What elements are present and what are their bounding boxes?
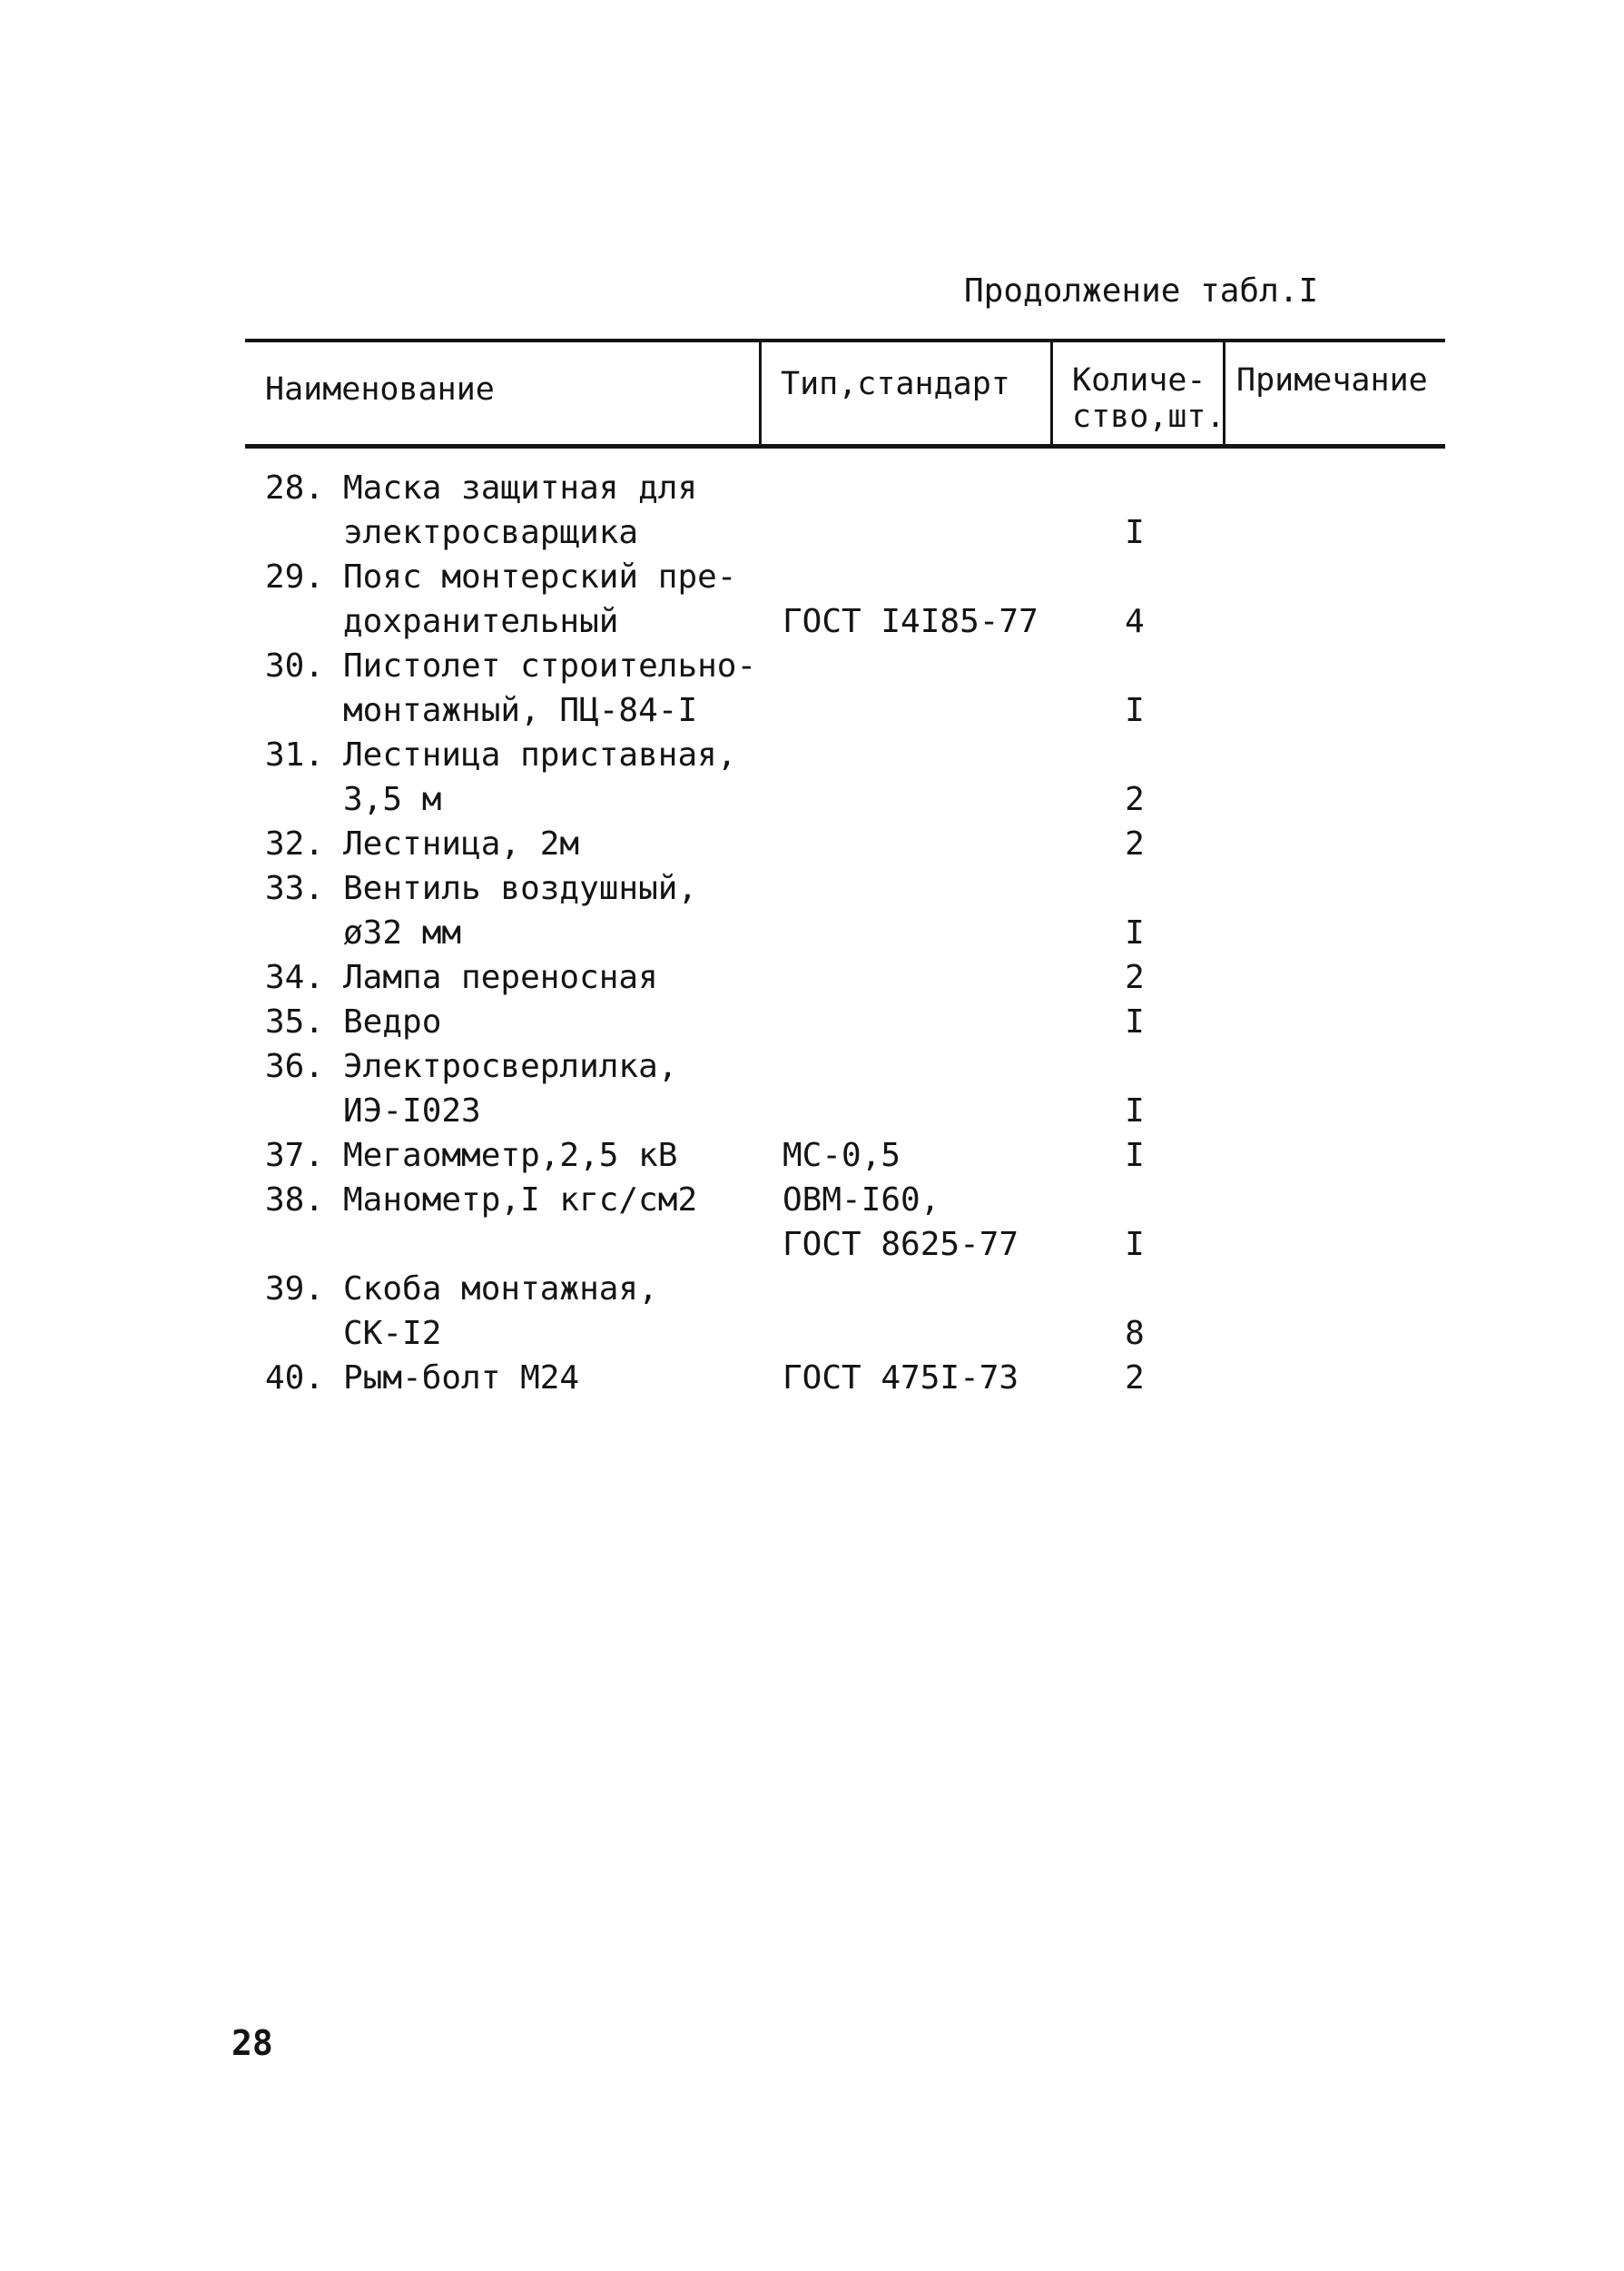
row-number: 40. [265, 1359, 325, 1397]
row-name: Лестница приставная, [343, 736, 737, 774]
row-name: Вентиль воздушный, [343, 870, 698, 907]
row-number: 30. [265, 647, 325, 685]
row-qty: I [1125, 914, 1145, 952]
table-body [245, 466, 1445, 1400]
table-row [245, 866, 1445, 955]
row-qty: 2 [1125, 959, 1145, 996]
row-line [245, 1133, 1445, 1178]
row-line [245, 955, 1445, 1000]
row-number: 32. [265, 825, 325, 863]
row-line [245, 555, 1445, 599]
row-name: Маска защитная для [343, 469, 698, 507]
row-qty: I [1125, 1137, 1145, 1174]
row-qty: I [1125, 692, 1145, 729]
row-type: ГОСТ 8625-77 [782, 1226, 1019, 1263]
table-row [245, 1178, 1445, 1267]
row-name: электросварщика [343, 514, 639, 551]
row-qty: I [1125, 1003, 1145, 1041]
row-type: ГОСТ 475I-73 [782, 1359, 1019, 1397]
row-name: дохранительный [343, 603, 619, 640]
row-name: Рым-болт М24 [343, 1359, 580, 1397]
row-name: ø32 мм [343, 914, 462, 952]
row-qty: I [1125, 1092, 1145, 1130]
table-row [245, 955, 1445, 1000]
row-name: монтажный, ПЦ-84-I [343, 692, 698, 729]
row-type: ОВМ-I60, [782, 1181, 940, 1219]
row-name: Ведро [343, 1003, 442, 1041]
row-line [245, 1311, 1445, 1356]
row-qty: I [1125, 1226, 1145, 1263]
table-row [245, 466, 1445, 555]
row-line [245, 510, 1445, 555]
row-number: 39. [265, 1270, 325, 1308]
row-number: 36. [265, 1048, 325, 1085]
row-number: 35. [265, 1003, 325, 1041]
equipment-table [245, 339, 1445, 1397]
row-name: 3,5 м [343, 781, 442, 818]
header-qty-line1: Количе- [1072, 362, 1206, 399]
table-row [245, 644, 1445, 733]
table-row [245, 733, 1445, 822]
table-caption: Продолжение табл.I [964, 272, 1319, 310]
row-name: Скоба монтажная, [343, 1270, 658, 1308]
row-line [245, 733, 1445, 777]
table-row [245, 1000, 1445, 1044]
row-line [245, 1356, 1445, 1400]
row-line [245, 822, 1445, 866]
row-line [245, 599, 1445, 644]
row-name: Манометр,I кгс/см2 [343, 1181, 698, 1219]
row-name: Лампа переносная [343, 959, 658, 996]
row-line [245, 1044, 1445, 1089]
row-number: 29. [265, 558, 325, 596]
row-line [245, 644, 1445, 688]
header-qty-cell [1050, 342, 1225, 444]
row-name: Мегаомметр,2,5 кВ [343, 1137, 678, 1174]
row-line [245, 1222, 1445, 1267]
row-line [245, 1178, 1445, 1222]
row-qty: 8 [1125, 1315, 1145, 1352]
table-row [245, 1267, 1445, 1356]
row-line [245, 1089, 1445, 1133]
table-header [245, 339, 1445, 449]
row-number: 37. [265, 1137, 325, 1174]
row-qty: 2 [1125, 1359, 1145, 1397]
row-name: СК-I2 [343, 1315, 442, 1352]
page-number: 28 [231, 2023, 273, 2063]
table-row [245, 555, 1445, 644]
row-number: 38. [265, 1181, 325, 1219]
row-number: 33. [265, 870, 325, 907]
row-line [245, 688, 1445, 733]
header-qty-line2: ство,шт. [1072, 399, 1225, 435]
row-type: ГОСТ I4I85-77 [782, 603, 1038, 640]
row-name: ИЭ-I023 [343, 1092, 481, 1130]
row-qty: 2 [1125, 825, 1145, 863]
table-row [245, 1044, 1445, 1133]
row-name: Пистолет строительно- [343, 647, 757, 685]
row-line [245, 1267, 1445, 1311]
row-number: 34. [265, 959, 325, 996]
row-line [245, 777, 1445, 822]
row-line [245, 911, 1445, 955]
row-line [245, 1000, 1445, 1044]
row-qty: 4 [1125, 603, 1145, 640]
row-name: Пояс монтерский пре- [343, 558, 737, 596]
table-row [245, 1133, 1445, 1178]
header-type: Тип,стандарт [781, 366, 1010, 402]
row-type: МС-0,5 [782, 1137, 901, 1174]
row-line [245, 866, 1445, 911]
table-row [245, 822, 1445, 866]
row-name: Лестница, 2м [343, 825, 580, 863]
row-line [245, 466, 1445, 510]
header-note: Примечание [1236, 362, 1428, 399]
table-row [245, 1356, 1445, 1400]
header-name: Наименование [265, 371, 495, 408]
header-qty [1072, 362, 1225, 435]
row-number: 31. [265, 736, 325, 774]
row-name: Электросверлилка, [343, 1048, 678, 1085]
header-type-cell [759, 342, 1053, 444]
header-name-cell [245, 342, 762, 444]
header-note-cell [1223, 342, 1445, 444]
row-number: 28. [265, 469, 325, 507]
row-qty: I [1125, 514, 1145, 551]
row-qty: 2 [1125, 781, 1145, 818]
